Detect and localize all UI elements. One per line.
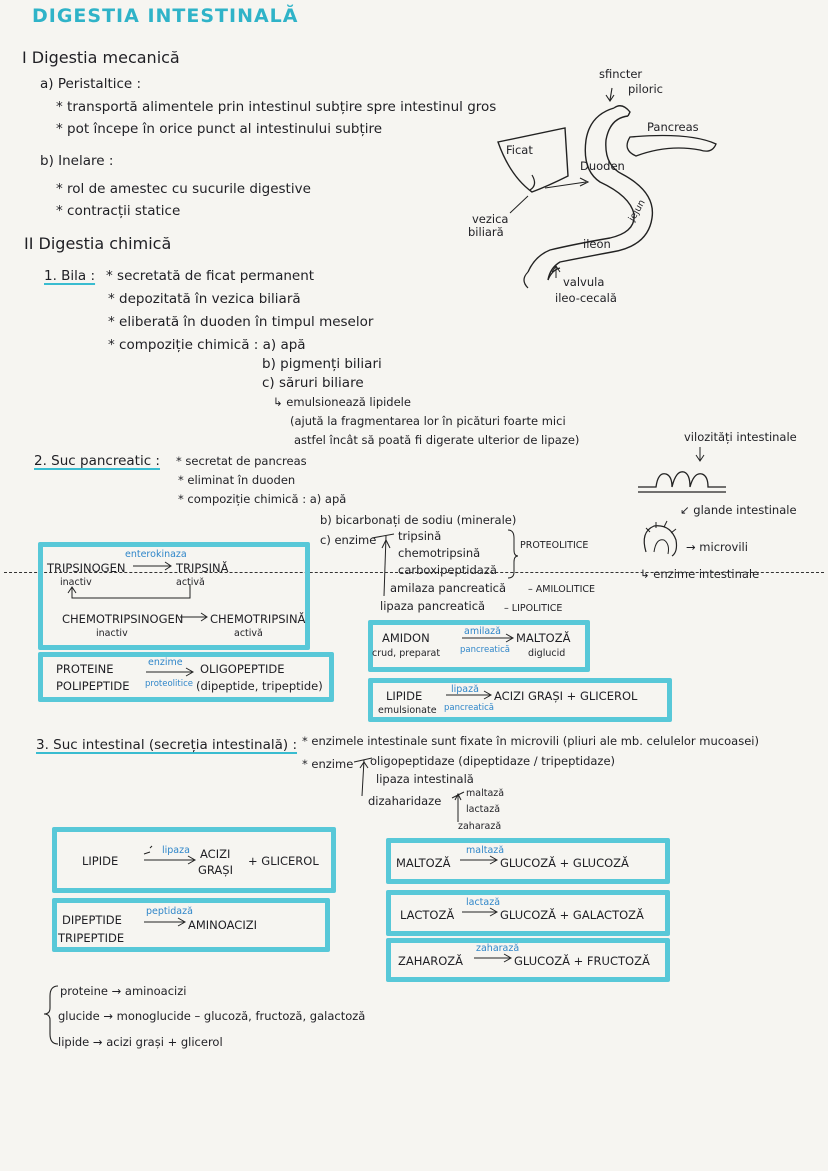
amidon-label: AMIDON: [382, 631, 430, 645]
label-ileon: ileon: [583, 237, 611, 251]
label-ficat: Ficat: [506, 143, 533, 157]
peptidaza-label: peptidază: [146, 906, 193, 917]
enzyme-maltaza: maltază: [466, 788, 505, 799]
label-duoden: Duoden: [580, 159, 625, 173]
maltoza-label: MALTOZĂ: [516, 631, 571, 645]
zaharoza-products: GLUCOZĂ + FRUCTOZĂ: [514, 954, 650, 968]
bila-line-6: c) săruri biliare: [262, 375, 364, 391]
villi-label: vilozități intestinale: [684, 430, 797, 444]
enzyme-lactaza: lactază: [466, 804, 501, 815]
zaharaza-label: zaharază: [476, 943, 520, 954]
maltaza-label: maltază: [466, 845, 505, 856]
maltoza-intestinal-label: MALTOZĂ: [396, 856, 451, 870]
trypsinogen-label: TRIPSINOGEN: [47, 561, 126, 575]
label-ileocecala: ileo-cecală: [555, 291, 617, 305]
polipeptide-label: POLIPEPTIDE: [56, 679, 130, 693]
bila-line-3: * eliberată în duoden în timpul meselor: [108, 314, 374, 330]
peristaltice-label: a) Peristaltice :: [40, 76, 142, 92]
maltoza-detail: diglucid: [528, 648, 566, 659]
glicerol-label: + GLICEROL: [248, 854, 319, 868]
chemotripsina-state: activă: [234, 628, 263, 639]
lipide-label: LIPIDE: [386, 689, 423, 703]
maltoza-products: GLUCOZĂ + GLUCOZĂ: [500, 856, 629, 870]
pancreatic-line-5: c) enzime: [320, 533, 377, 547]
lipaza-label: lipază: [451, 684, 479, 695]
label-vezica: vezica: [472, 212, 509, 226]
enzyme-tripsina: tripsină: [398, 529, 442, 543]
tripsina-state: activă: [176, 577, 205, 588]
bila-line-8: (ajută la fragmentarea lor în picături foarte mici: [290, 414, 566, 428]
villi-microvili: → microvili: [686, 540, 748, 554]
grasi-label: GRAȘI: [198, 863, 233, 877]
acizi-grasi-glicerol: ACIZI GRAȘI + GLICEROL: [494, 689, 638, 703]
enzyme-dizaharidaze: dizaharidaze: [368, 794, 442, 808]
tag-lipolitice: – LIPOLITICE: [504, 603, 563, 614]
intestinal-line-2: * enzime: [302, 757, 354, 771]
villi-enzime: ↳ enzime intestinale: [640, 567, 760, 581]
intestinal-label: 3. Suc intestinal (secreția intestinală) :: [36, 737, 298, 753]
inelare-line-2: * contracții statice: [56, 203, 181, 219]
trypsinogen-state: inactiv: [60, 577, 92, 588]
label-biliara: biliară: [468, 225, 504, 239]
enzyme-amilaza: amilaza pancreatică: [390, 581, 507, 595]
pancreatic-line-2: * eliminat în duoden: [178, 473, 296, 487]
amilaza-source: pancreatică: [460, 645, 510, 655]
enzyme-chemotripsina: chemotripsină: [398, 546, 481, 560]
oligopeptide-detail: (dipeptide, tripeptide): [196, 679, 323, 693]
summary-line-3: lipide → acizi grași + glicerol: [58, 1035, 223, 1049]
tag-proteolitice: PROTEOLITICE: [520, 540, 589, 551]
tripeptide-label: TRIPEPTIDE: [58, 931, 125, 945]
proteine-label: PROTEINE: [56, 662, 114, 676]
pancreatic-line-4: b) bicarbonați de sodiu (minerale): [320, 513, 517, 527]
lipaza-source: pancreatică: [444, 703, 494, 713]
lactaza-label: lactază: [466, 897, 501, 908]
chemotrypsinogen-state: inactiv: [96, 628, 128, 639]
label-sfincter: sfincter: [599, 67, 643, 81]
oligopeptide-label: OLIGOPEPTIDE: [200, 662, 285, 676]
section-1-heading: I Digestia mecanică: [22, 48, 180, 67]
bila-line-9: astfel încât să poată fi digerate ulterior de lipaze): [294, 433, 580, 447]
lipide-detail: emulsionate: [378, 705, 437, 716]
peristaltice-line-1: * transportă alimentele prin intestinul subțire spre intestinul gros: [56, 99, 497, 115]
page-title: DIGESTIA INTESTINALĂ: [32, 5, 299, 27]
pancreatic-label: 2. Suc pancreatic :: [34, 453, 160, 469]
amidon-detail: crud, preparat: [372, 648, 441, 659]
enzyme-lipaza: lipaza pancreatică: [380, 599, 486, 613]
summary-line-2: glucide → monoglucide – glucoză, fructoză, galactoză: [58, 1009, 366, 1023]
lactoza-products: GLUCOZĂ + GALACTOZĂ: [500, 908, 644, 922]
intestinal-line-1: * enzimele intestinale sunt fixate în microvili (pliuri ale mb. celulelor mucoasei): [302, 734, 759, 748]
zaharoza-label: ZAHAROZĂ: [398, 954, 464, 968]
amilaza-label: amilază: [464, 626, 501, 637]
bila-line-2: * depozitată în vezica biliară: [108, 291, 301, 307]
label-valvula: valvula: [563, 275, 605, 289]
bila-line-5: b) pigmenți biliari: [262, 356, 382, 372]
tripsina-label: TRIPSINĂ: [176, 561, 229, 575]
pancreatic-line-1: * secretat de pancreas: [176, 454, 307, 468]
summary-line-1: proteine → aminoacizi: [60, 984, 187, 998]
label-pancreas: Pancreas: [647, 120, 699, 134]
chemotrypsinogen-label: CHEMOTRIPSINOGEN: [62, 612, 184, 626]
peristaltice-line-2: * pot începe în orice punct al intestinului subțire: [56, 121, 383, 137]
enzyme-carboxipeptidaza: carboxipeptidază: [398, 563, 497, 577]
enzyme-zaharaza: zaharază: [458, 821, 502, 832]
aminoacizi-label: AMINOACIZI: [188, 918, 257, 932]
bila-label: 1. Bila :: [44, 268, 96, 284]
dipeptide-label: DIPEPTIDE: [62, 913, 122, 927]
proteolitice-label: proteolitice: [145, 679, 193, 689]
lipide-intestinal-label: LIPIDE: [82, 854, 119, 868]
acizi-label: ACIZI: [200, 847, 231, 861]
enzime-label: enzime: [148, 657, 183, 668]
label-jejun: jejun: [626, 197, 648, 224]
chemotripsina-label: CHEMOTRIPSINĂ: [210, 612, 306, 626]
label-piloric: piloric: [628, 82, 663, 96]
inelare-label: b) Inelare :: [40, 153, 114, 169]
lactoza-label: LACTOZĂ: [400, 908, 455, 922]
enzyme-lipaza-intestinala: lipaza intestinală: [376, 772, 474, 786]
bila-line-7: ↳ emulsionează lipidele: [273, 395, 411, 409]
enterokinaza-label: enterokinaza: [125, 549, 187, 560]
pancreatic-line-3: * compoziție chimică : a) apă: [178, 492, 347, 506]
bila-line-4: * compoziție chimică : a) apă: [108, 337, 306, 353]
bila-line-1: * secretată de ficat permanent: [106, 268, 315, 284]
tag-amilolitice: – AMILOLITICE: [528, 584, 596, 595]
villi-glande: ↙ glande intestinale: [680, 503, 797, 517]
enzyme-oligopeptidaze: oligopeptidaze (dipeptidaze / tripeptidaze): [370, 754, 616, 768]
inelare-line-1: * rol de amestec cu sucurile digestive: [56, 181, 311, 197]
lipaza-intestinala-label: lipaza: [162, 845, 190, 856]
section-2-heading: II Digestia chimică: [24, 234, 172, 253]
